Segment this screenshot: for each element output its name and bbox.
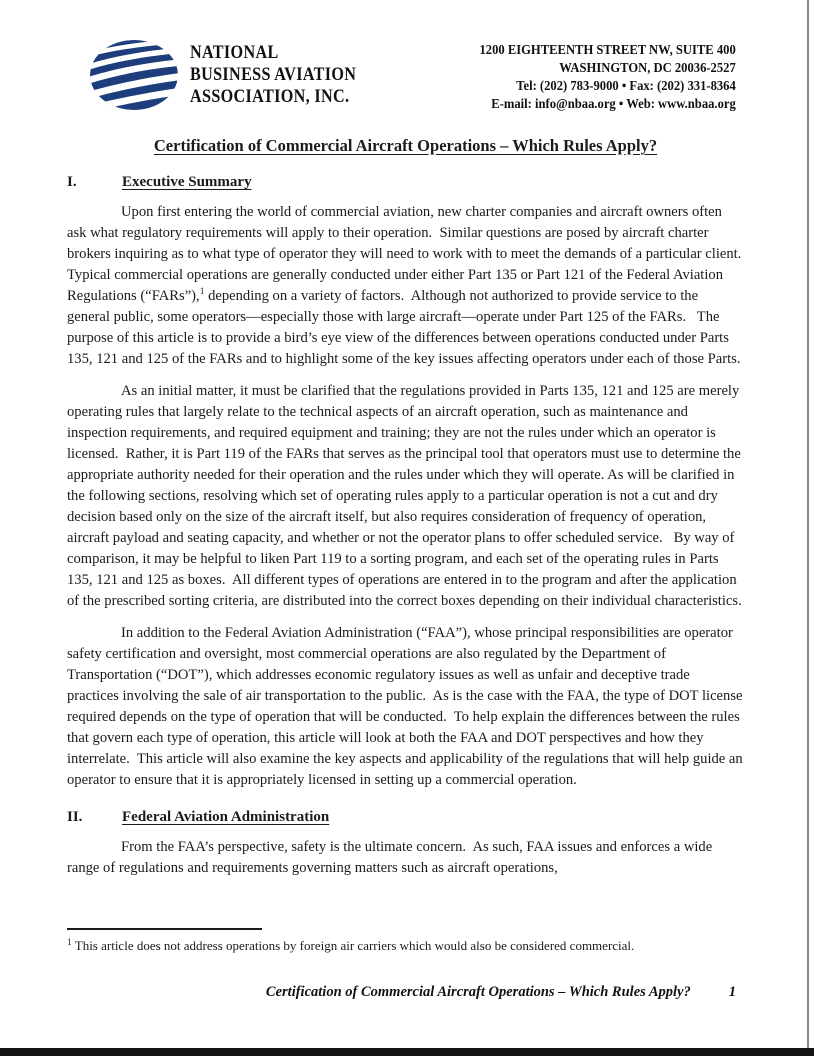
document-title: Certification of Commercial Aircraft Operations – Which Rules Apply? — [153, 136, 658, 155]
footnote-number: 1 — [67, 937, 72, 948]
letterhead-address — [480, 42, 736, 114]
paragraph-1 — [67, 202, 749, 370]
footnote-separator-rule — [67, 928, 262, 930]
paragraph-3: In addition to the Federal Aviation Administration (“FAA”), whose principal responsibilities are operator safety certification and oversight, most commercial operations are also regulated by the Department of Transportation (“DOT”), which addresses economic regulatory issues as well as unfair and deceptive trade practices involving the sale of air transportation to the public. As is the case with the FAA, the type of DOT license required depends on the type of operation that will be conducted. To help explain the differences between the rules that govern each type of operation, this article will look at both the FAA and DOT perspectives and how they interrelate. This article will also examine the key aspects and applicability of the regulations that will help guide an operator to ensure that it is appropriately licensed in setting up a commercial operation. — [67, 625, 747, 788]
address-line-email: E-mail: info@nbaa.org • Web: www.nbaa.org — [491, 97, 736, 112]
nbaa-globe-icon — [90, 40, 178, 110]
org-name — [190, 42, 356, 108]
page-footer — [67, 984, 736, 1001]
document-body — [0, 172, 814, 879]
section-title: Federal Aviation Administration — [122, 809, 330, 825]
address-line-phone: Tel: (202) 783-9000 • Fax: (202) 331-8364 — [516, 79, 736, 94]
footnote-text: This article does not address operations by foreign air carriers which would also be considered commercial. — [74, 938, 635, 953]
section-title: Executive Summary — [122, 174, 252, 190]
address-line-city: WASHINGTON, DC 20036-2527 — [559, 61, 736, 76]
org-name-line: BUSINESS AVIATION — [190, 64, 357, 85]
section-number: II. — [67, 809, 83, 825]
section-heading-faa — [67, 807, 744, 828]
letterhead — [0, 0, 814, 114]
section-number: I. — [67, 174, 77, 190]
paragraph-4: From the FAA’s perspective, safety is the ultimate concern. As such, FAA issues and enforces a wide range of regulations and requirements governing matters such as aircraft operations, — [67, 839, 716, 876]
section-heading-executive-summary — [67, 172, 744, 193]
footnote-area — [67, 928, 744, 954]
paragraph-1-text: Upon first entering the world of commercial aviation, new charter companies and aircraft owners often ask what regulatory requirements will apply to their operation. Similar questions are posed by aircraft charter brokers inquiring as to what type of operator they will need to work with to meet the demands of a particular client. Typical commercial operations are generally conducted under either Part 135 or Part 121 of the Federal Aviation Regulations (“FARs”), — [67, 204, 749, 304]
footer-page-number: 1 — [728, 984, 736, 1000]
viewer-bottom-bar — [0, 1048, 814, 1056]
nbaa-brand — [90, 40, 386, 110]
paragraph-2: As an initial matter, it must be clarified that the regulations provided in Parts 135, 121 and 125 are merely operating rules that largely relate to the technical aspects of an aircraft operation, such as maintenance and inspection requirements, and required equipment and training; they are not the rules under which an operator is licensed. Rather, it is Part 119 of the FARs that serves as the principal tool that operators must use to determine the appropriate authority needed for their operation and the rules under which they will operate. As will be clarified in the following sections, resolving which set of operating rules apply to a particular operation is not a cut and dry decision based only on the size of the aircraft itself, but also requires consideration of frequency of operation, aircraft payload and seating capacity, and whether or not the operator plans to offer scheduled service. By way of comparison, it may be helpful to liken Part 119 to a sorting program, and each set of the operating rules in Parts 135, 121 and 125 as boxes. All different types of operations are entered in to the program and after the application of the prescribed sorting criteria, are distributed into the correct boxes depending on their individual characteristics. — [67, 383, 745, 609]
footer-running-title: Certification of Commercial Aircraft Operations – Which Rules Apply? — [265, 984, 691, 1000]
org-name-line: ASSOCIATION, INC. — [190, 86, 350, 107]
org-name-line: NATIONAL — [190, 42, 279, 63]
page-right-edge — [807, 0, 809, 1048]
paragraph-1-text-continued: depending on a variety of factors. Although not authorized to provide service to the general public, some operators—especially those with large aircraft—operate under Part 125 of the FARs. The purpose of this article is to provide a bird’s eye view of the differences between operations conducted under Parts 135, 121 and 125 of the FARs and to highlight some of the key issues affecting operators under each of those Parts. — [67, 288, 741, 367]
address-line-street: 1200 EIGHTEENTH STREET NW, SUITE 400 — [479, 43, 736, 58]
footnote-reference-marker: 1 — [199, 287, 205, 298]
footnote-1 — [67, 937, 744, 954]
